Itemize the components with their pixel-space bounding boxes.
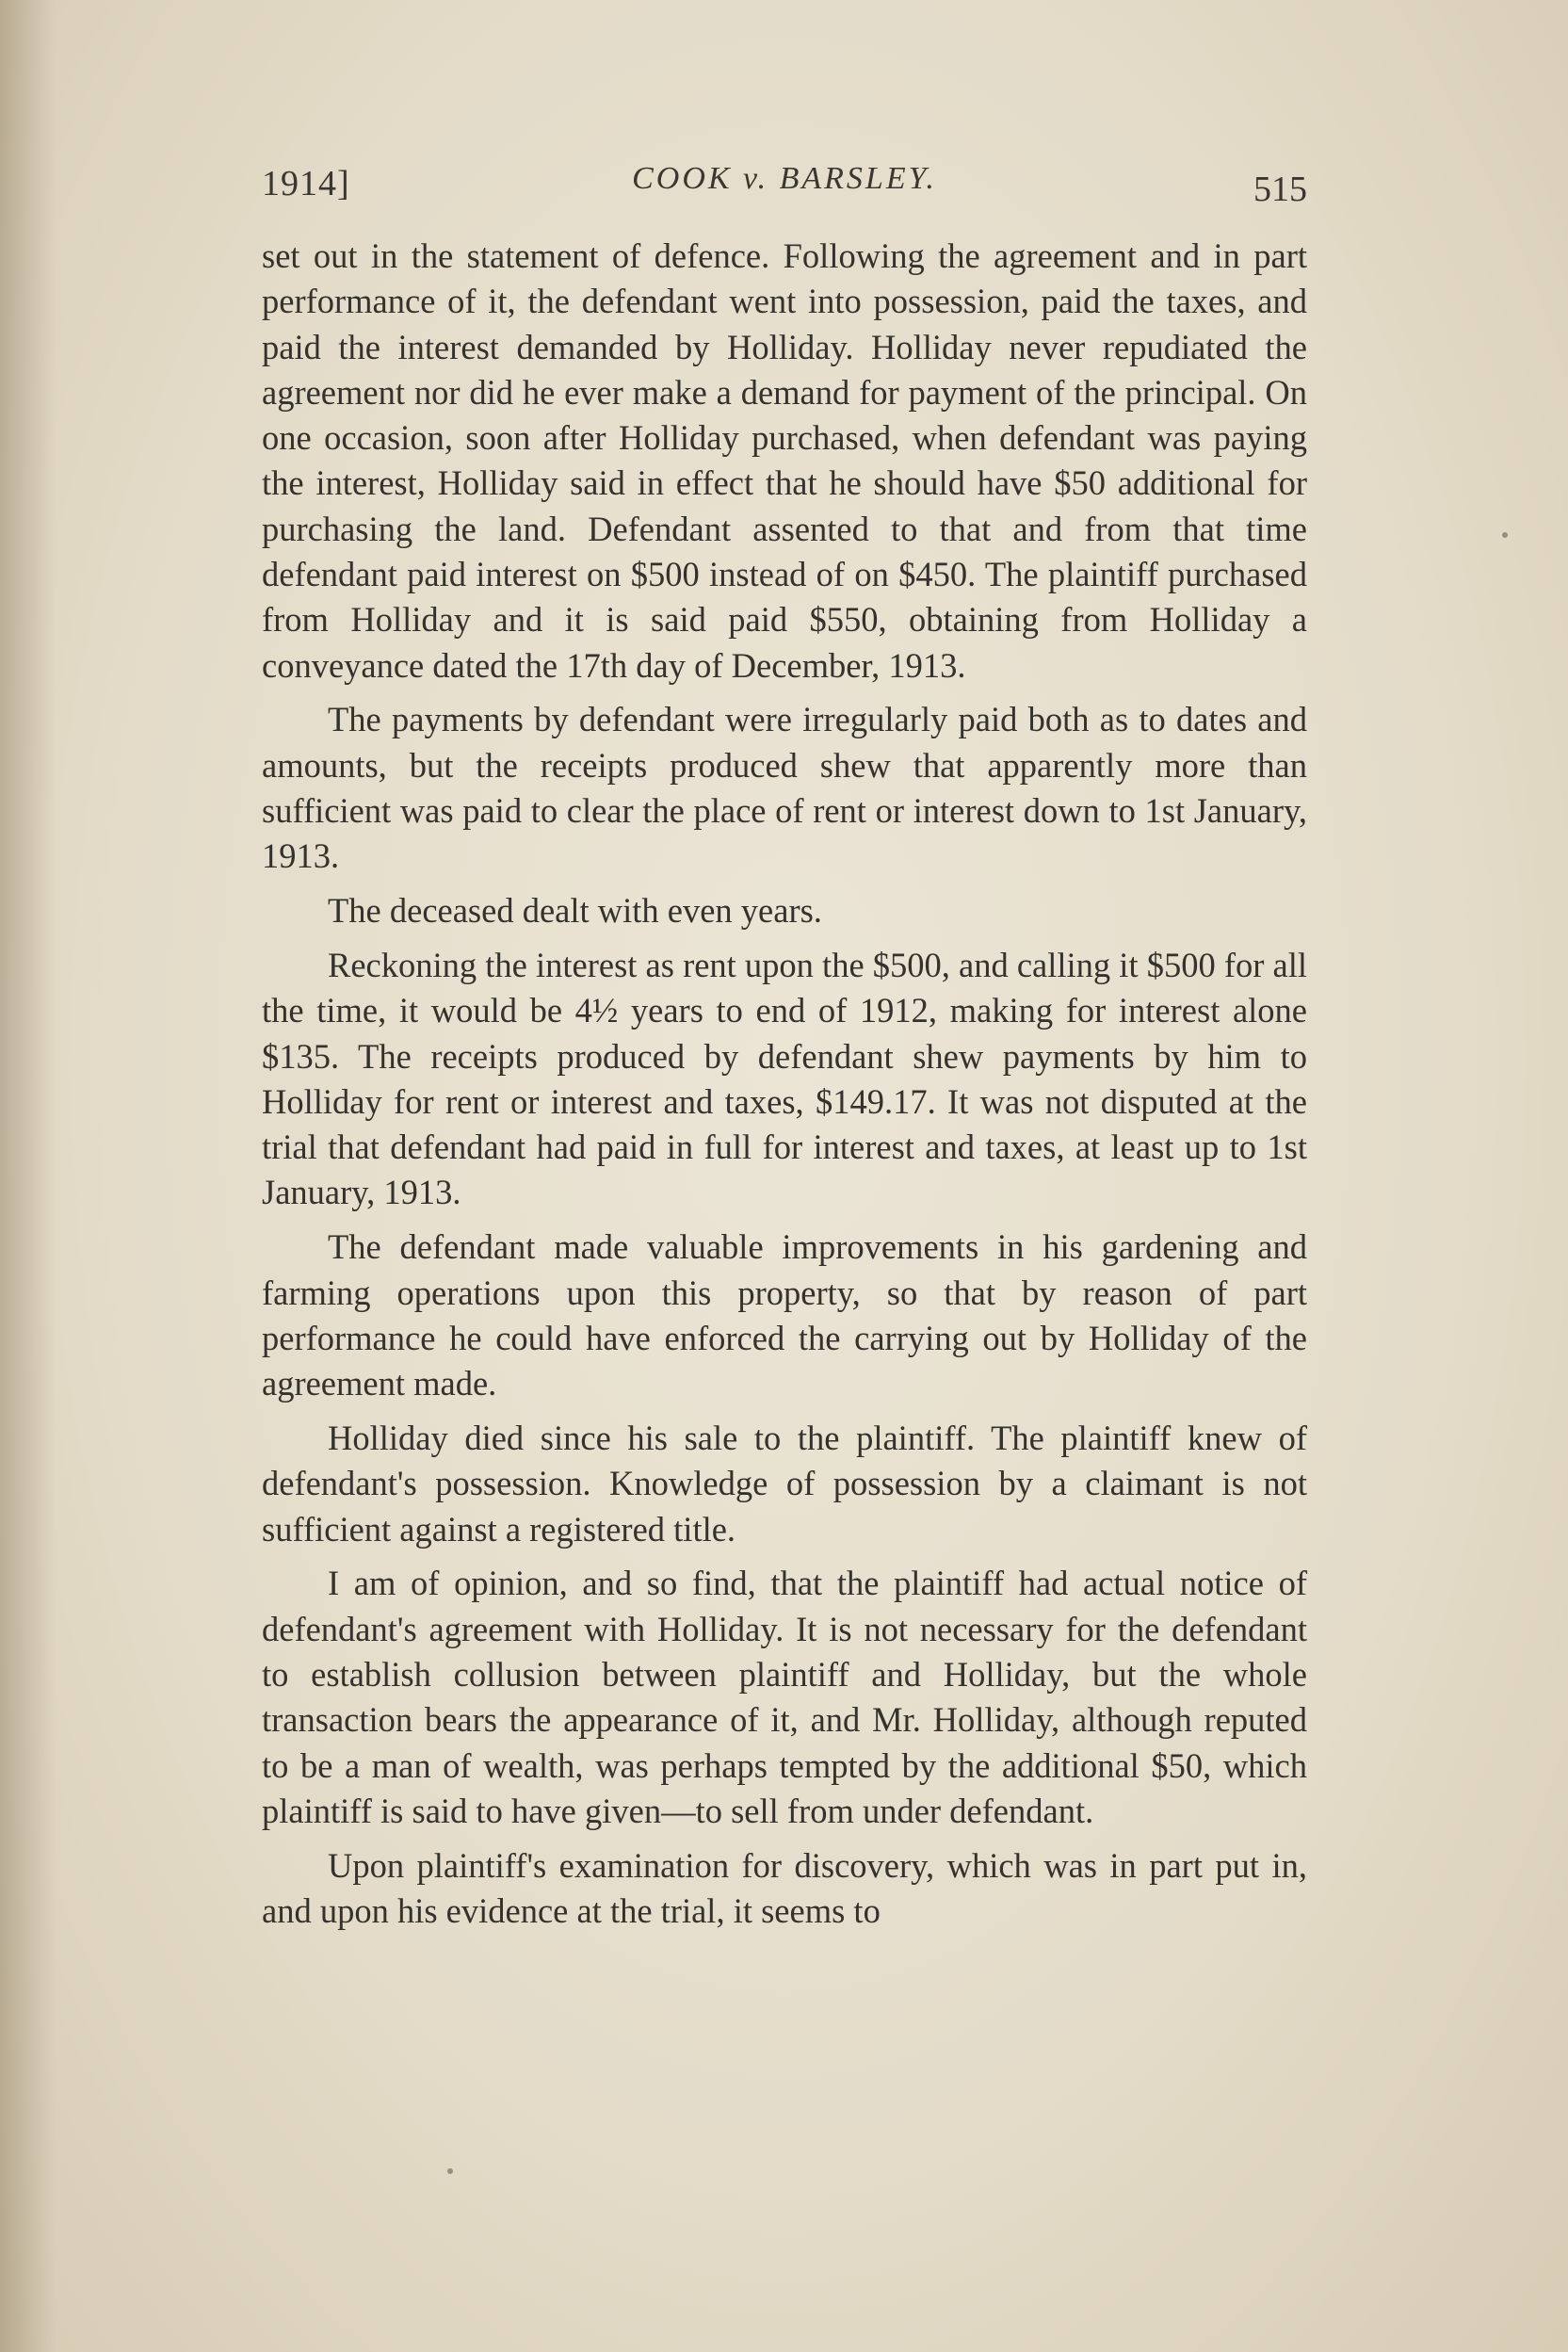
spine-shadow — [0, 0, 57, 2352]
paragraph-8: Upon plaintiff's examination for discovery, which was in part put in, and upon his evidence at the trial, it seems to — [262, 1845, 1307, 1930]
print-speck — [447, 2168, 453, 2174]
paragraph-5: The defendant made valuable improvements in his gardening and farming operations upon this property, so that by reason of part performance he could have enforced the carrying out by Holliday of the agreement made. — [262, 1227, 1307, 1403]
page-number: 515 — [1253, 170, 1307, 209]
paragraph-7: I am of opinion, and so find, that the plaintiff had actual notice of defendant's agreement with Holliday. It is not necessary for the defendant to establish collusion between plaintiff and Holliday, but the whole transaction bears the appearance of it, and Mr. Holliday, although reputed to be a man of wealth, was perhaps tempted by the additional $50, which plaintiff is said to have given—to sell from under defendant. — [262, 1564, 1307, 1830]
print-speck — [1502, 532, 1508, 538]
paragraph-2: The payments by defendant were irregularly paid both as to dates and amounts, but the receipts produced shew that apparently more than sufficient was paid to clear the place of rent or interest down to 1st January, 1913. — [262, 700, 1307, 876]
paragraph-3: The deceased dealt with even years. — [328, 891, 822, 931]
running-head-title: COOK v. BARSLEY. — [632, 161, 937, 196]
body-text — [262, 234, 1307, 1943]
paragraph-4: Reckoning the interest as rent upon the $500, and calling it $500 for all the time, it would be 4½ years to end of 1912, making for interest alone $135. The receipts produced by defendant shew payments by him to Holliday for rent or interest and taxes, $149.17. It was not disputed at the trial that defendant had paid in full for interest and taxes, at least up to 1st January, 1913. — [262, 945, 1308, 1212]
running-head-year: 1914] — [262, 164, 350, 203]
paragraph-6: Holliday died since his sale to the plaintiff. The plaintiff knew of defendant's possession. Knowledge of possession by a claimant is not sufficient against a registered title. — [262, 1418, 1307, 1549]
running-head — [262, 155, 1307, 212]
paragraph-1: set out in the statement of defence. Following the agreement and in part performance of it, the defendant went into possession, paid the taxes, and paid the interest demanded by Holliday. Holliday never repudiated the agreement nor did he ever make a demand for payment of the principal. On one occasion, soon after Holliday purchased, when defendant was paying the interest, Holliday said in effect that he should have $50 additional for purchasing the land. Defendant assented to that and from that time defendant paid interest on $500 instead of on $450. The plaintiff purchased from Holliday and it is said paid $550, obtaining from Holliday a conveyance dated the 17th day of December, 1913. — [262, 236, 1307, 685]
